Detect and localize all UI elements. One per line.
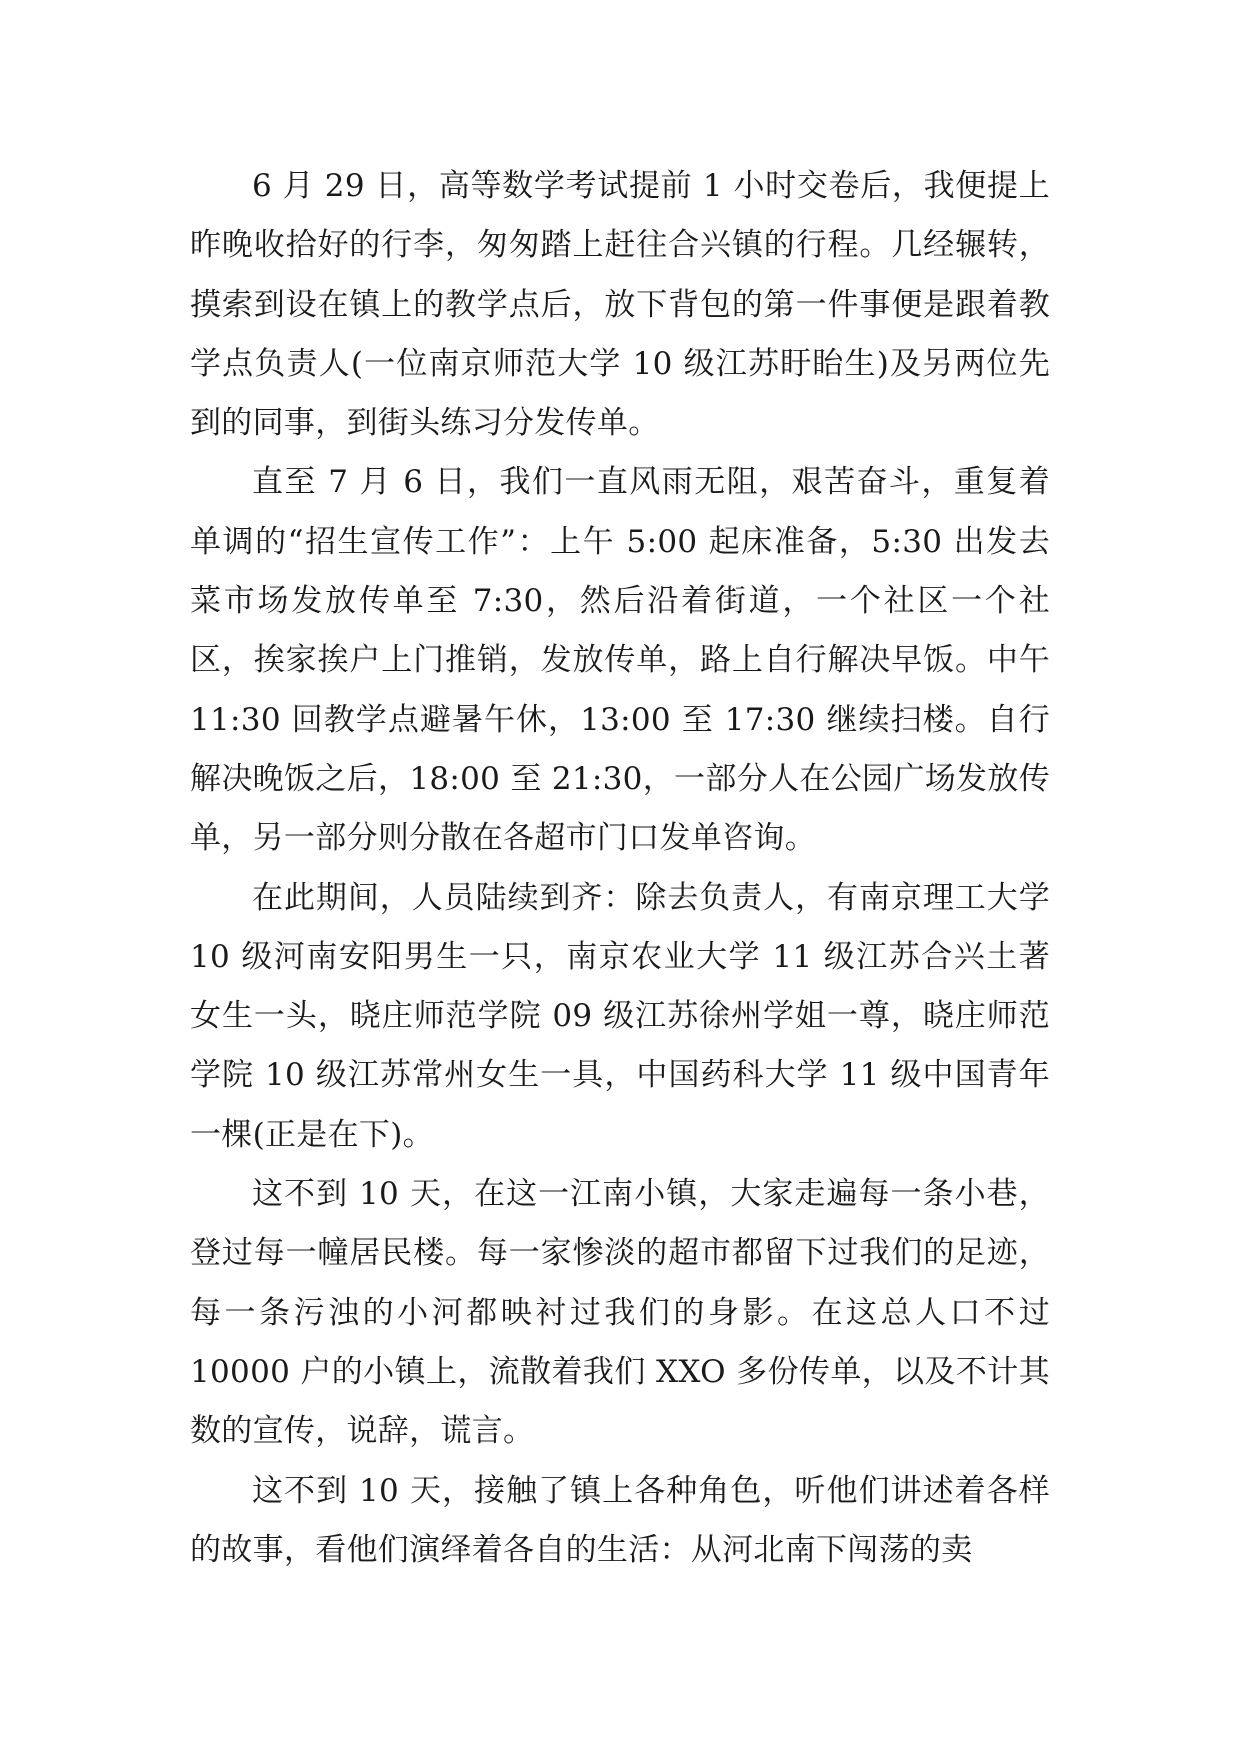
- paragraph-3: 在此期间，人员陆续到齐：除去负责人，有南京理工大学 10 级河南安阳男生一只，南京农业大学 11 级江苏合兴土著女生一头，晓庄师范学院 09 级江苏徐州学姐一尊，晓庄师范学院 10 级江苏常州女生一具，中国药科大学 11 级中国青年一棵(正是在下)。: [190, 879, 1050, 1153]
- document-body: [190, 157, 1050, 1580]
- paragraph-2: 直至 7 月 6 日，我们一直风雨无阻，艰苦奋斗，重复着单调的“招生宣传工作”：上午 5:00 起床准备，5:30 出发去菜市场发放传单至 7:30，然后沿着街道，一个社区一个社区，挨家挨户上门推销，发放传单，路上自行解决早饭。中午 11:30 回教学点避暑午休，13:00 至 17:30 继续扫楼。自行解决晚饭之后，18:00 至 21:30，一部分人在公园广场发放传单，另一部分则分散在各超市门口发单咨询。: [190, 464, 1050, 857]
- paragraph-1: 6 月 29 日，高等数学考试提前 1 小时交卷后，我便提上昨晚收拾好的行李，匆匆踏上赶往合兴镇的行程。几经辗转，摸索到设在镇上的教学点后，放下背包的第一件事便是跟着教学点负责人(一位南京师范大学 10 级江苏盱眙生)及另两位先到的同事，到街头练习分发传单。: [190, 168, 1050, 442]
- paragraph-4: 这不到 10 天，在这一江南小镇，大家走遍每一条小巷，登过每一幢居民楼。每一家惨淡的超市都留下过我们的足迹，每一条污浊的小河都映衬过我们的身影。在这总人口不过 10000 户的小镇上，流散着我们 XXO 多份传单，以及不计其数的宣传，说辞，谎言。: [190, 1176, 1050, 1450]
- paragraph-5: 这不到 10 天，接触了镇上各种角色，听他们讲述着各样的故事，看他们演绎着各自的生活：从河北南下闯荡的卖: [190, 1472, 1050, 1568]
